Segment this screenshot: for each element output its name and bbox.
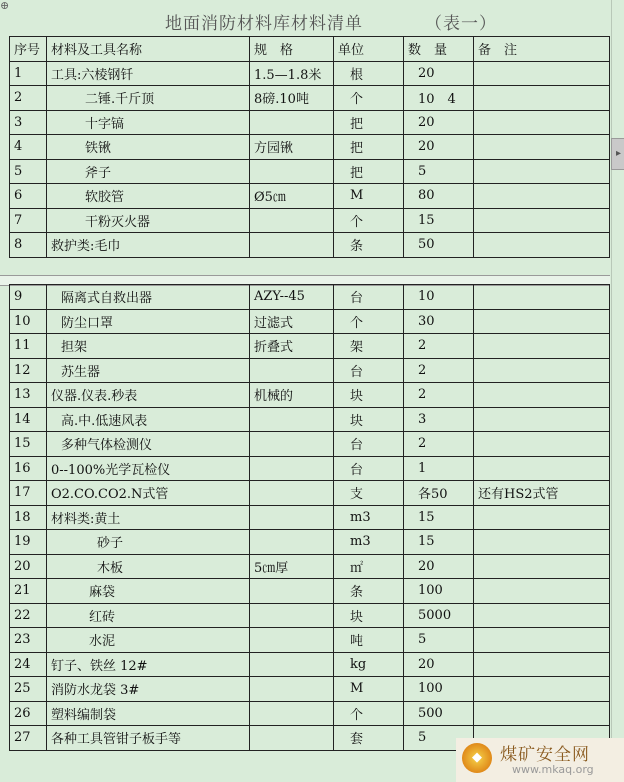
header-no: 序号 (10, 37, 47, 62)
table-row (10, 358, 610, 383)
table-row (10, 61, 610, 86)
cell-no: 3 (10, 110, 47, 135)
cell-name: 0--100%光学瓦检仪 (47, 456, 250, 481)
cell-unit: m3 (334, 530, 404, 555)
cell-spec (250, 407, 334, 432)
cell-name: 十字镐 (47, 110, 250, 135)
cell-spec: Ø5㎝ (250, 184, 334, 209)
cell-no: 22 (10, 603, 47, 628)
table-row (10, 579, 610, 604)
header-note: 备 注 (474, 37, 610, 62)
logo-icon: ◆ (462, 743, 492, 773)
table-row (10, 135, 610, 160)
cell-no: 21 (10, 579, 47, 604)
cell-spec: 8磅.10吨 (250, 86, 334, 111)
table-row (10, 86, 610, 111)
cell-qty: 100 (404, 579, 474, 604)
table-header-row (10, 37, 610, 62)
cell-no: 13 (10, 383, 47, 408)
cell-no: 5 (10, 159, 47, 184)
cell-note (474, 309, 610, 334)
table-row (10, 530, 610, 555)
cell-unit: 个 (334, 309, 404, 334)
cell-qty: 500 (404, 701, 474, 726)
cell-qty: 5 (404, 628, 474, 653)
cell-name: 塑料编制袋 (47, 701, 250, 726)
cell-spec (250, 233, 334, 258)
materials-table-part1 (9, 36, 610, 258)
cell-qty: 20 (404, 135, 474, 160)
cell-note (474, 383, 610, 408)
cell-name: 担架 (47, 334, 250, 359)
cell-qty: 2 (404, 358, 474, 383)
cell-no: 26 (10, 701, 47, 726)
cell-unit: 台 (334, 432, 404, 457)
cell-qty: 80 (404, 184, 474, 209)
header-unit: 单位 (334, 37, 404, 62)
cell-spec (250, 530, 334, 555)
cell-qty: 5 (404, 726, 474, 751)
cell-note (474, 579, 610, 604)
cell-qty: 20 (404, 110, 474, 135)
cell-no: 24 (10, 652, 47, 677)
header-spec: 规 格 (250, 37, 334, 62)
move-handle-icon[interactable]: ⊕ (0, 0, 10, 12)
table-row (10, 603, 610, 628)
cell-qty: 20 (404, 554, 474, 579)
cell-note (474, 603, 610, 628)
cell-no: 27 (10, 726, 47, 751)
cell-name: 铁锹 (47, 135, 250, 160)
cell-spec (250, 603, 334, 628)
cell-name: 二锤.千斤顶 (47, 86, 250, 111)
table-row (10, 505, 610, 530)
cell-note (474, 628, 610, 653)
cell-name: 各种工具管钳子板手等 (47, 726, 250, 751)
cell-name: 多种气体检测仪 (47, 432, 250, 457)
cell-no: 6 (10, 184, 47, 209)
cell-spec: 5㎝厚 (250, 554, 334, 579)
cell-name: 隔离式自救出器 (47, 285, 250, 310)
cell-note (474, 456, 610, 481)
cell-no: 19 (10, 530, 47, 555)
table-row (10, 407, 610, 432)
cell-spec (250, 677, 334, 702)
cell-qty: 5 (404, 159, 474, 184)
cell-spec (250, 110, 334, 135)
table-row (10, 677, 610, 702)
cell-name: 救护类:毛巾 (47, 233, 250, 258)
header-qty: 数 量 (404, 37, 474, 62)
cell-qty: 2 (404, 383, 474, 408)
cell-name: O2.CO.CO2.N式管 (47, 481, 250, 506)
table-row (10, 701, 610, 726)
cell-qty: 15 (404, 505, 474, 530)
cell-spec (250, 432, 334, 457)
cell-name: 红砖 (47, 603, 250, 628)
cell-no: 7 (10, 208, 47, 233)
table-row (10, 208, 610, 233)
cell-name: 砂子 (47, 530, 250, 555)
cell-note (474, 554, 610, 579)
table-row (10, 652, 610, 677)
cell-qty: 20 (404, 61, 474, 86)
cell-name: 工具:六棱钢钎 (47, 61, 250, 86)
cell-unit: 台 (334, 456, 404, 481)
cell-spec (250, 481, 334, 506)
cell-no: 11 (10, 334, 47, 359)
page-edge (611, 0, 612, 782)
cell-unit: 套 (334, 726, 404, 751)
cell-note (474, 208, 610, 233)
cell-no: 15 (10, 432, 47, 457)
cell-unit: 个 (334, 701, 404, 726)
cell-unit: 块 (334, 407, 404, 432)
cell-note (474, 233, 610, 258)
cell-qty: 10 (404, 285, 474, 310)
document-title: 地面消防材料库材料清单 (165, 14, 363, 34)
cell-note: 还有HS2式管 (474, 481, 610, 506)
cell-no: 17 (10, 481, 47, 506)
cell-unit: 个 (334, 86, 404, 111)
cell-spec (250, 701, 334, 726)
document-subtitle: （表一） (425, 14, 497, 34)
cell-note (474, 159, 610, 184)
cell-qty: 1 (404, 456, 474, 481)
cell-unit: 台 (334, 285, 404, 310)
header-name: 材料及工具名称 (47, 37, 250, 62)
cell-note (474, 432, 610, 457)
table-row (10, 554, 610, 579)
cell-note (474, 407, 610, 432)
cell-no: 8 (10, 233, 47, 258)
cell-unit: M (334, 677, 404, 702)
cell-no: 12 (10, 358, 47, 383)
cell-qty: 100 (404, 677, 474, 702)
watermark-name: 煤矿安全网 (500, 745, 590, 765)
cell-unit: 支 (334, 481, 404, 506)
cell-name: 钉子、铁丝 12# (47, 652, 250, 677)
cell-spec (250, 208, 334, 233)
cell-spec (250, 159, 334, 184)
document-title-line (0, 9, 624, 33)
cell-name: 高.中.低速风表 (47, 407, 250, 432)
cell-note (474, 61, 610, 86)
cell-qty: 2 (404, 334, 474, 359)
cell-unit: 条 (334, 579, 404, 604)
cell-unit: 台 (334, 358, 404, 383)
cell-spec (250, 456, 334, 481)
cell-no: 9 (10, 285, 47, 310)
watermark-logo (456, 738, 624, 782)
cell-name: 软胶管 (47, 184, 250, 209)
cell-note (474, 652, 610, 677)
cell-unit: 块 (334, 603, 404, 628)
cell-note (474, 701, 610, 726)
table-row (10, 159, 610, 184)
cell-no: 16 (10, 456, 47, 481)
table-row (10, 481, 610, 506)
cell-spec: 过滤式 (250, 309, 334, 334)
cell-name: 苏生器 (47, 358, 250, 383)
cell-spec: 折叠式 (250, 334, 334, 359)
cell-unit: kg (334, 652, 404, 677)
cell-unit: 个 (334, 208, 404, 233)
cell-no: 2 (10, 86, 47, 111)
table-row (10, 432, 610, 457)
cell-name: 水泥 (47, 628, 250, 653)
table-row (10, 184, 610, 209)
cell-qty: 2 (404, 432, 474, 457)
cell-unit: 条 (334, 233, 404, 258)
cell-no: 23 (10, 628, 47, 653)
cell-name: 防尘口罩 (47, 309, 250, 334)
cell-no: 1 (10, 61, 47, 86)
cell-unit: 根 (334, 61, 404, 86)
cell-no: 10 (10, 309, 47, 334)
cell-note (474, 135, 610, 160)
cell-qty: 各50 (404, 481, 474, 506)
cell-name: 木板 (47, 554, 250, 579)
cell-name: 麻袋 (47, 579, 250, 604)
cell-note (474, 530, 610, 555)
cell-note (474, 86, 610, 111)
cell-name: 材料类:黄土 (47, 505, 250, 530)
chevron-right-icon[interactable]: ▸ (611, 138, 624, 170)
cell-unit: 吨 (334, 628, 404, 653)
cell-spec (250, 652, 334, 677)
materials-table-part2 (9, 284, 610, 751)
cell-unit: 架 (334, 334, 404, 359)
cell-note (474, 184, 610, 209)
cell-qty: 5000 (404, 603, 474, 628)
cell-note (474, 334, 610, 359)
cell-unit: 块 (334, 383, 404, 408)
cell-qty: 3 (404, 407, 474, 432)
cell-qty: 10 4 (404, 86, 474, 111)
cell-name: 仪器.仪表.秒表 (47, 383, 250, 408)
cell-spec: 方园锹 (250, 135, 334, 160)
cell-qty: 15 (404, 208, 474, 233)
cell-qty: 30 (404, 309, 474, 334)
cell-no: 20 (10, 554, 47, 579)
cell-no: 25 (10, 677, 47, 702)
cell-note (474, 110, 610, 135)
cell-unit: m3 (334, 505, 404, 530)
cell-name: 干粉灭火器 (47, 208, 250, 233)
table-row (10, 456, 610, 481)
cell-note (474, 505, 610, 530)
cell-unit: 把 (334, 110, 404, 135)
cell-note (474, 285, 610, 310)
table-row (10, 309, 610, 334)
cell-no: 18 (10, 505, 47, 530)
cell-spec (250, 358, 334, 383)
cell-qty: 15 (404, 530, 474, 555)
cell-no: 4 (10, 135, 47, 160)
table-row (10, 233, 610, 258)
cell-unit: 把 (334, 159, 404, 184)
cell-no: 14 (10, 407, 47, 432)
cell-name: 斧子 (47, 159, 250, 184)
table-row (10, 628, 610, 653)
cell-qty: 20 (404, 652, 474, 677)
cell-spec: 1.5—1.8米 (250, 61, 334, 86)
cell-spec (250, 505, 334, 530)
cell-spec: AZY--45 (250, 285, 334, 310)
cell-qty: 50 (404, 233, 474, 258)
cell-note (474, 677, 610, 702)
table-row (10, 383, 610, 408)
cell-unit: M (334, 184, 404, 209)
cell-unit: ㎡ (334, 554, 404, 579)
cell-spec: 机械的 (250, 383, 334, 408)
cell-unit: 把 (334, 135, 404, 160)
cell-spec (250, 579, 334, 604)
cell-name: 消防水龙袋 3# (47, 677, 250, 702)
table-row (10, 334, 610, 359)
table-row (10, 285, 610, 310)
cell-note (474, 358, 610, 383)
watermark-url: www.mkaq.org (512, 763, 594, 776)
table-row (10, 110, 610, 135)
cell-spec (250, 726, 334, 751)
cell-spec (250, 628, 334, 653)
